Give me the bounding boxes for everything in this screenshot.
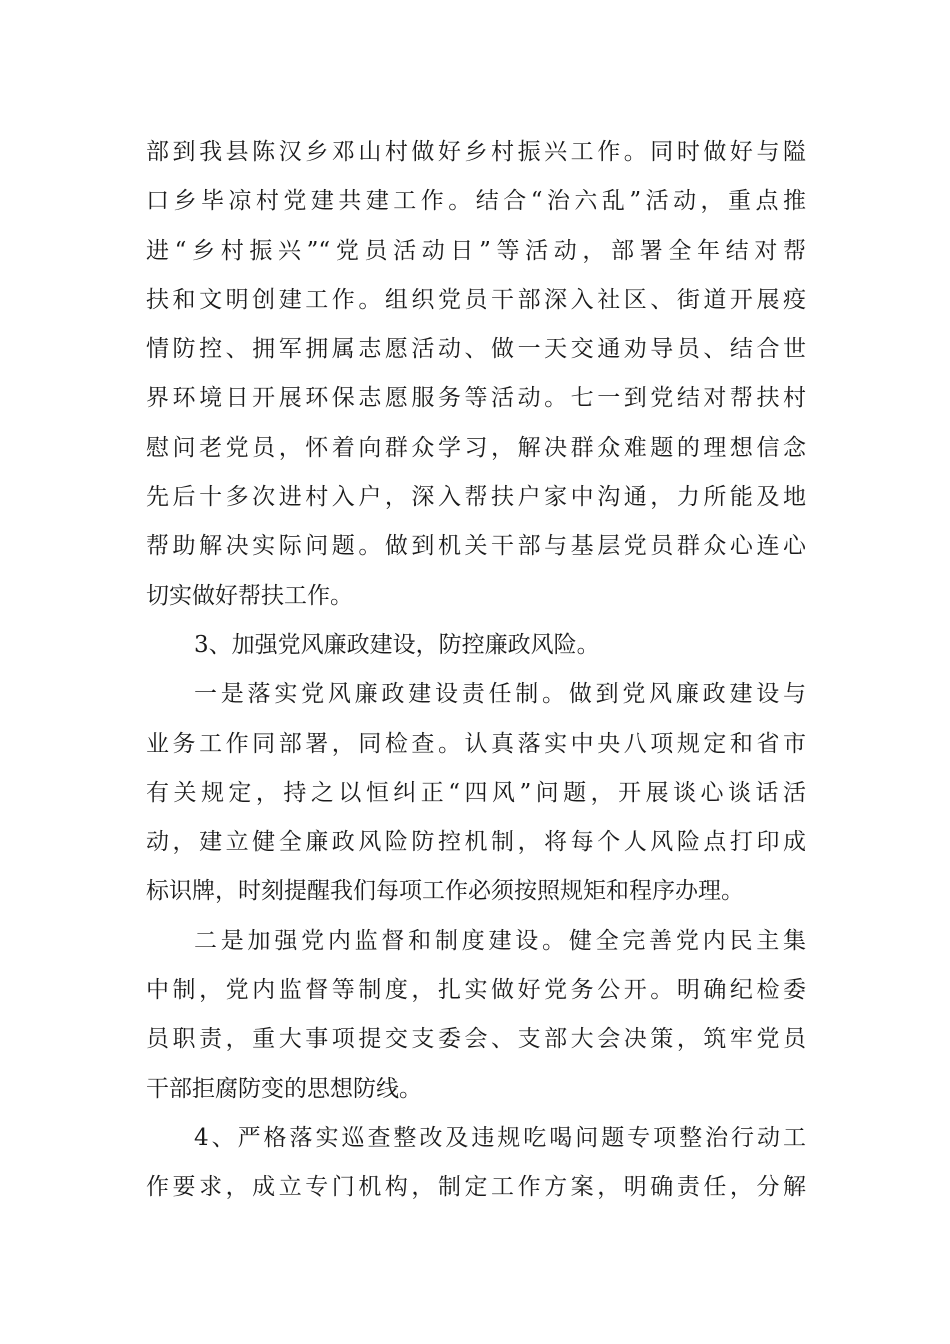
section-heading xyxy=(146,621,806,670)
text-line: 切实做好帮扶工作。 xyxy=(146,582,353,609)
text-line: 二是加强党内监督和制度建设。健全完善党内民主集 xyxy=(194,927,806,954)
paragraph xyxy=(146,1114,806,1213)
text-line: 业务工作同部署，同检查。认真落实中央八项规定和省市 xyxy=(146,730,806,757)
text-line: 扶和文明创建工作。组织党员干部深入社区、街道开展疫 xyxy=(146,286,806,313)
text-line: 一是落实党风廉政建设责任制。做到党风廉政建设与 xyxy=(194,681,806,708)
text-line: 干部拒腐防变的思想防线。 xyxy=(146,1075,422,1102)
text-line: 情防控、拥军拥属志愿活动、做一天交通劝导员、结合世 xyxy=(146,336,806,363)
paragraph xyxy=(146,917,806,1114)
paragraph xyxy=(146,670,806,916)
text-line: 作要求，成立专门机构，制定工作方案，明确责任，分解 xyxy=(146,1174,806,1201)
text-line: 先后十多次进村入户，深入帮扶户家中沟通，力所能及地 xyxy=(146,484,806,511)
text-line: 口乡毕凉村党建共建工作。结合“治六乱”活动，重点推 xyxy=(146,188,806,215)
document-body xyxy=(146,128,806,1213)
text-line: 部到我县陈汉乡邓山村做好乡村振兴工作。同时做好与隘 xyxy=(146,139,806,165)
text-line: 界环境日开展环保志愿服务等活动。七一到党结对帮扶村 xyxy=(146,385,806,412)
text-line: 4、严格落实巡查整改及违规吃喝问题专项整治行动工 xyxy=(194,1124,806,1151)
text-line: 标识牌，时刻提醒我们每项工作必须按照规矩和程序办理。 xyxy=(146,878,744,905)
text-line: 慰问老党员，怀着向群众学习，解决群众难题的理想信念 xyxy=(146,434,806,461)
text-line: 帮助解决实际问题。做到机关干部与基层党员群众心连心 xyxy=(146,533,806,560)
text-line: 中制，党内监督等制度，扎实做好党务公开。明确纪检委 xyxy=(146,977,806,1004)
paragraph xyxy=(146,128,806,621)
text-line: 进“乡村振兴”“党员活动日”等活动，部署全年结对帮 xyxy=(146,237,806,264)
heading-line: 3、加强党风廉政建设，防控廉政风险。 xyxy=(194,631,600,658)
text-line: 员职责，重大事项提交支委会、支部大会决策，筑牢党员 xyxy=(146,1026,806,1053)
text-line: 动，建立健全廉政风险防控机制，将每个人风险点打印成 xyxy=(146,829,806,856)
text-line: 有关规定，持之以恒纠正“四风”问题，开展谈心谈话活 xyxy=(146,779,806,806)
